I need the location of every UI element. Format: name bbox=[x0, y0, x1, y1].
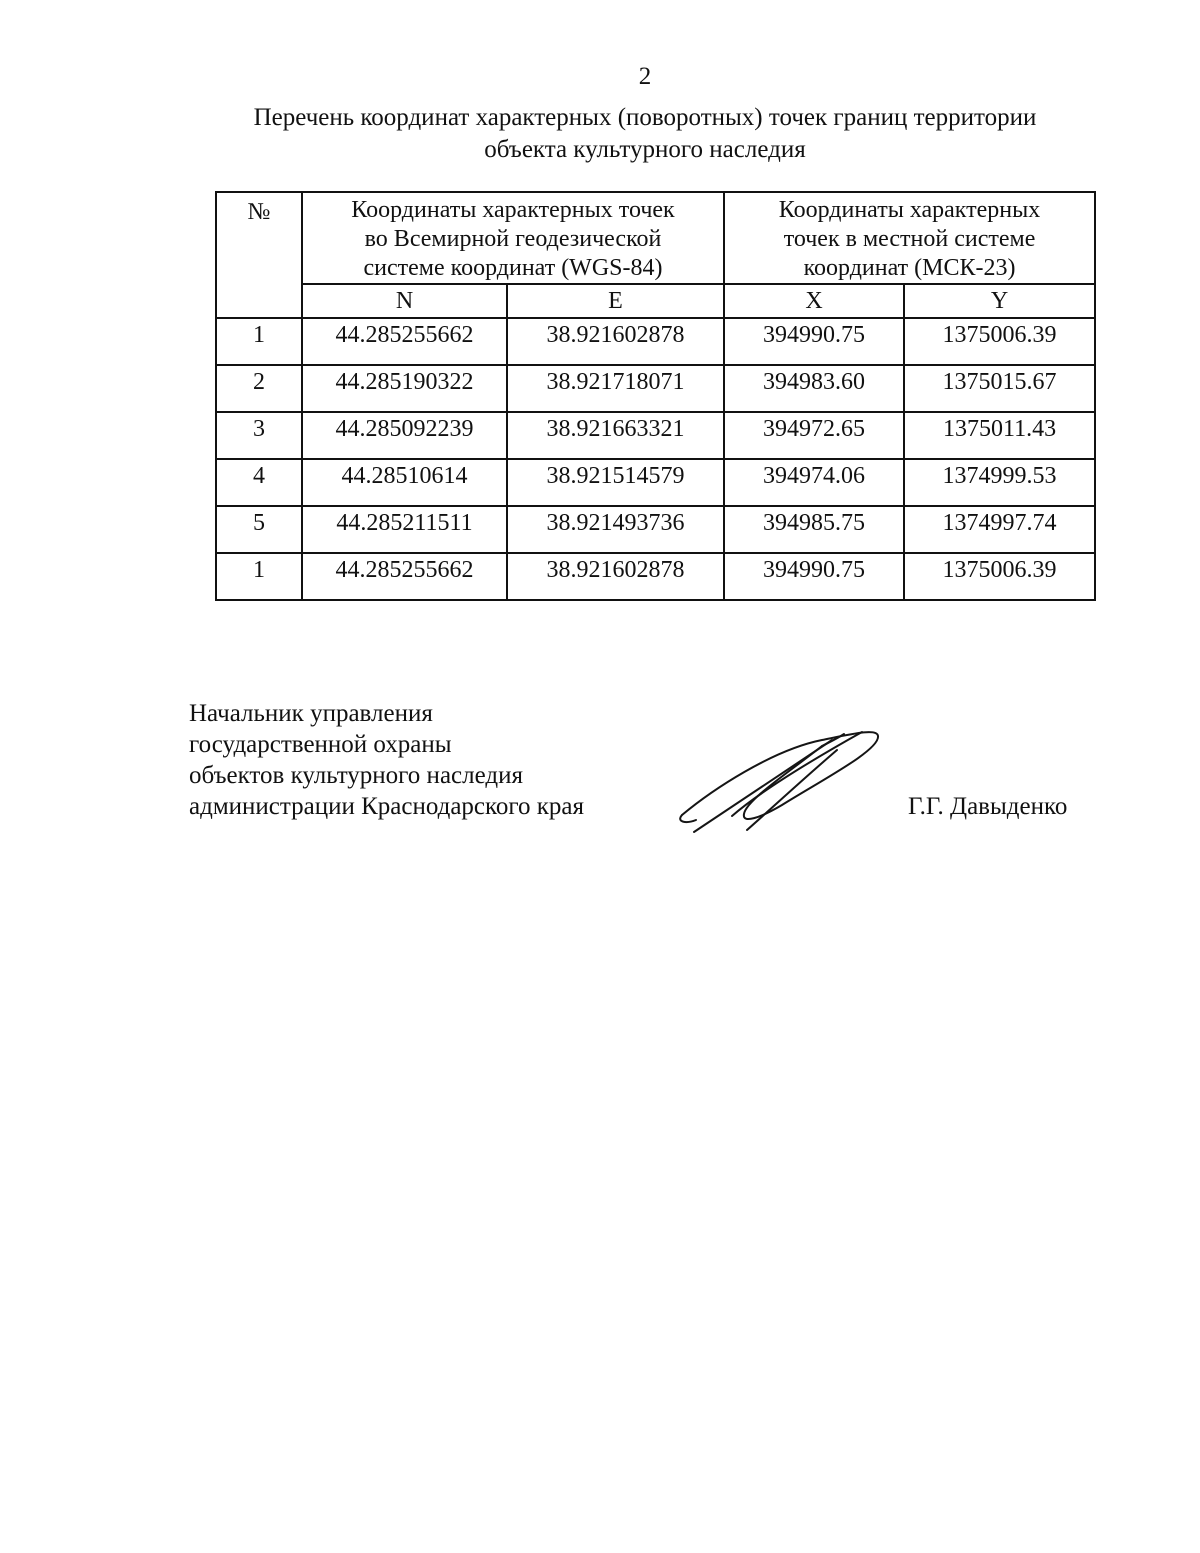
e-column-header: E bbox=[507, 284, 724, 318]
msk23-header-line-1: Координаты характерных bbox=[778, 196, 1041, 223]
signatory-position-line-1: Начальник управления bbox=[189, 700, 433, 727]
n-cell: 44.285190322 bbox=[302, 365, 507, 412]
document-title-line-2: объекта культурного наследия bbox=[484, 136, 806, 163]
table-row bbox=[216, 318, 1095, 365]
e-cell: 38.921718071 bbox=[507, 365, 724, 412]
n-cell: 44.285211511 bbox=[302, 506, 507, 553]
y-cell: 1375011.43 bbox=[904, 412, 1095, 459]
table-row bbox=[216, 553, 1095, 600]
coordinates-table bbox=[215, 191, 1096, 601]
n-cell: 44.285092239 bbox=[302, 412, 507, 459]
msk23-header-line-3: координат (МСК-23) bbox=[803, 254, 1016, 281]
wgs84-column-header bbox=[302, 192, 724, 284]
table-row bbox=[216, 506, 1095, 553]
e-cell: 38.921602878 bbox=[507, 553, 724, 600]
x-cell: 394974.06 bbox=[724, 459, 904, 506]
number-column-header: № bbox=[216, 192, 302, 318]
y-cell: 1375006.39 bbox=[904, 553, 1095, 600]
msk23-column-header bbox=[724, 192, 1095, 284]
e-cell: 38.921493736 bbox=[507, 506, 724, 553]
point-number-cell: 5 bbox=[216, 506, 302, 553]
wgs84-header-line-3: системе координат (WGS-84) bbox=[363, 254, 663, 281]
signatory-position-line-3: объектов культурного наследия bbox=[189, 762, 523, 789]
n-cell: 44.285255662 bbox=[302, 318, 507, 365]
e-cell: 38.921663321 bbox=[507, 412, 724, 459]
wgs84-header-line-2: во Всемирной геодезической bbox=[364, 225, 662, 252]
table-header-row bbox=[216, 192, 1095, 284]
e-cell: 38.921514579 bbox=[507, 459, 724, 506]
y-cell: 1375006.39 bbox=[904, 318, 1095, 365]
point-number-cell: 4 bbox=[216, 459, 302, 506]
n-cell: 44.28510614 bbox=[302, 459, 507, 506]
table-row bbox=[216, 459, 1095, 506]
signatory-position-line-2: государственной охраны bbox=[189, 731, 452, 758]
x-cell: 394990.75 bbox=[724, 553, 904, 600]
document-title bbox=[200, 102, 1090, 166]
wgs84-header-line-1: Координаты характерных точек bbox=[351, 196, 675, 223]
x-cell: 394985.75 bbox=[724, 506, 904, 553]
page-number: 2 bbox=[638, 63, 652, 90]
x-cell: 394990.75 bbox=[724, 318, 904, 365]
y-column-header: Y bbox=[904, 284, 1095, 318]
signatory-position-line-4: администрации Краснодарского края bbox=[189, 793, 585, 820]
point-number-cell: 1 bbox=[216, 318, 302, 365]
table-row bbox=[216, 365, 1095, 412]
table-row bbox=[216, 412, 1095, 459]
n-cell: 44.285255662 bbox=[302, 553, 507, 600]
y-cell: 1374997.74 bbox=[904, 506, 1095, 553]
point-number-cell: 3 bbox=[216, 412, 302, 459]
n-column-header: N bbox=[302, 284, 507, 318]
e-cell: 38.921602878 bbox=[507, 318, 724, 365]
point-number-cell: 1 bbox=[216, 553, 302, 600]
y-cell: 1374999.53 bbox=[904, 459, 1095, 506]
x-cell: 394972.65 bbox=[724, 412, 904, 459]
point-number-cell: 2 bbox=[216, 365, 302, 412]
document-title-line-1: Перечень координат характерных (поворотных) точек границ территории bbox=[253, 104, 1037, 131]
msk23-header-line-2: точек в местной системе bbox=[783, 225, 1036, 252]
signatory-position bbox=[189, 698, 584, 822]
y-cell: 1375015.67 bbox=[904, 365, 1095, 412]
table-subheader-row bbox=[216, 284, 1095, 318]
signer-name: Г.Г. Давыденко bbox=[908, 793, 1068, 820]
handwritten-signature bbox=[672, 720, 892, 840]
x-column-header: X bbox=[724, 284, 904, 318]
x-cell: 394983.60 bbox=[724, 365, 904, 412]
